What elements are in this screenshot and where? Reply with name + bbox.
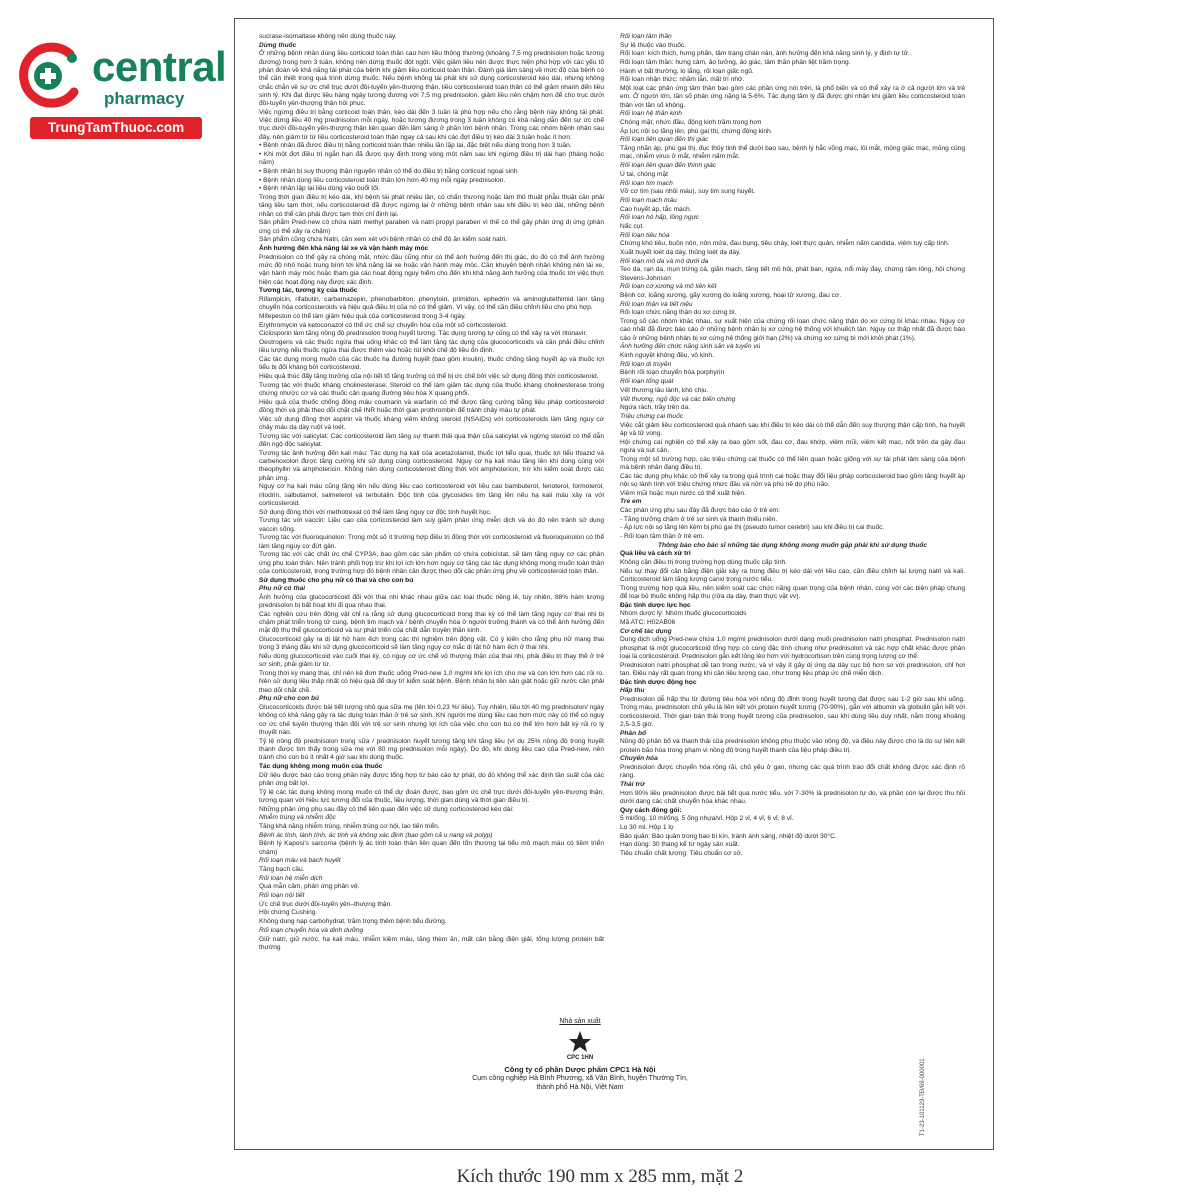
paragraph: Tỷ lệ nồng độ prednisolon trong sữa / prednisolon huyết tương tăng khi tăng liều (ví dụ 25% nồng độ trong huyết thanh được tìm thấy trong sữa mẹ với 80 mg prednisolon mỗi ngày). Do đó, khi dùng liều cao của Pred-new, nên tránh cho con bú ít nhất 4 giờ sau khi dùng thuốc. xyxy=(259,737,604,762)
paragraph: Sản phẩm Pred-new có chứa natri methyl paraben và natri propyl paraben vì thế có thể gây phản ứng dị ứng (phản ứng có thể xảy ra chậm) xyxy=(259,219,604,235)
category-label: Rối loạn nội tiết xyxy=(259,892,305,900)
paragraph: • Bệnh nhân dùng liều corticosteroid toàn thân lớn hơn 40 mg mỗi ngày prednisolon. xyxy=(259,176,506,184)
paragraph: Hơn 90% liều prednisolon được bài tiết qua nước tiểu, với 7-30% là prednisolon tự do, và phần còn lại được thu hồi dưới dạng các chất chuyển hóa khác nhau. xyxy=(620,789,965,805)
paragraph: Hiệu quả thúc đẩy tăng trưởng của nội tiết tố tăng trưởng có thể bị ức chế bởi việc sử dụng đồng thời corticosteroid. xyxy=(259,373,599,381)
leaflet-left-column xyxy=(259,33,604,1138)
paragraph: Ciclosporin làm tăng nồng độ prednisolon trong huyết tương. Tác dụng tương tự cũng có thể xảy ra với ritonavir. xyxy=(259,330,588,338)
paragraph: Những phản ứng phụ sau đây có thể liên quan đến việc sử dụng corticosteroid kéo dài: xyxy=(259,805,514,813)
paragraph: - Áp lực nội sọ tăng lên kèm bị phù gai thị (pseudo tumor cerebri) sau khi điều trị cai thuốc. xyxy=(620,524,885,532)
brand-url[interactable]: TrungTamThuoc.com xyxy=(30,117,202,139)
category-label: Rối loạn liên quan đến thị giác xyxy=(620,136,709,144)
category-label: Rối loạn hô hấp, lồng ngực xyxy=(620,214,699,222)
paragraph: - Rối loạn tâm thần ở trẻ em. xyxy=(620,532,705,540)
paragraph: Bệnh cơ, loãng xương, gãy xương do loãng xương, hoại tử xương, đau cơ. xyxy=(620,292,842,300)
paragraph: Nấc cụt. xyxy=(620,222,645,230)
paragraph: Không cần điều trị trong trường hợp dùng thuốc cấp tính. xyxy=(620,559,788,567)
category-label: Rối loạn liên quan đến thính giác xyxy=(620,162,717,170)
section-heading: Quá liều và cách xử trí xyxy=(620,550,691,558)
paragraph: Việc cắt giảm liều corticosteroid quá nhanh sau khi điều trị kéo dài có thể dẫn đến suy thượng thận cấp tính, hạ huyết áp và tử vong. xyxy=(620,421,965,437)
paragraph: Hiệu quả của thuốc chống đông máu coumarin và warfarin có thể được tăng cường bằng liệu pháp corticosteroid đồng thời và phải theo dõi chặt chẽ INR hoặc thời gian prothrombin để tránh chảy máu tự phát. xyxy=(259,398,604,415)
paragraph: Chứng khó tiêu, buồn nôn, nôn mửa, đau bụng, tiêu chảy, loét thực quản, nhiễm nấm candida, viêm tụy cấp tính. xyxy=(620,240,950,248)
paragraph: Tương tác với thuốc kháng cholinesterase: Steroid có thể làm giảm tác dụng của thuốc kháng cholinesterase trong chứng nhược cơ và các thuốc cản quang đường tiêu hóa X quang phổi. xyxy=(259,381,604,398)
paragraph: Bệnh rối loạn chuyển hóa porphyrin xyxy=(620,369,725,377)
notice-text: Thông báo cho bác sĩ những tác dụng không mong muốn gặp phải khi sử dụng thuốc xyxy=(657,541,928,549)
cpc1-emblem-icon xyxy=(563,1029,597,1055)
manufacturer-company: Công ty cổ phần Dược phẩm CPC1 Hà Nội xyxy=(504,1065,656,1074)
manufacturer-address-line-1: Cụm công nghiệp Hà Bình Phương, xã Văn Bình, huyện Thường Tín, xyxy=(472,1075,688,1082)
paragraph: Rối loạn tâm thần: hưng cảm, ảo tưởng, ảo giác, tâm thần phân liệt trầm trọng. xyxy=(620,59,851,67)
paragraph: Prednisolon natri phosphat dễ tan trong nước, và vì vậy ít gây dị ứng dạ dày cục bộ hơn so với prednisolon, chỉ hơi tan. Điều này rất quan trọng khi cần liều lượng cao, như trong liệu pháp ức chế miễn dịch. xyxy=(620,661,965,678)
paragraph: Các phản ứng phụ sau đây đã được báo cáo ở trẻ em: xyxy=(620,506,781,514)
paragraph: Ở những bệnh nhân dùng liều corticoid toàn thân cao hơn liều thông thường (khoảng 7,5 mg prednisolon hoặc tương đương) trong hơn 3 tuần, không nên dừng thuốc đột ngột. Việc giảm liều nên được thực hiện phù hợp với các yếu tố phán đoán về khả năng tái phát của bệnh khi giảm liều corticoid toàn thân. Đánh giá lâm sàng về mức độ của bệnh có thể cần thiết trong quá trình dừng thuốc. Nếu bệnh không tái phát khi sử dụng corticosteroid kéo dài, nhưng không chắc chắn về sự ức chế trục dưới đồi-tuyến yên-thượng thận, liều corticosteroid toàn thân có thể giảm nhanh đến liều sinh lý. Khi đạt được liều hàng ngày tương đương với 7,5 mg prednisolon, giảm liều nên chậm hơn để cho trục dưới đồi-tuyến yên-thượng thận hồi phục. xyxy=(259,50,604,108)
subsection-heading: Phụ nữ cho con bú xyxy=(259,695,320,703)
category-label: Bệnh ác tính, lành tính, ác tính và không xác định (bao gồm cả u nang và polyp) xyxy=(259,831,493,839)
paragraph: Cao huyết áp, tắc mạch. xyxy=(620,205,692,213)
subsection-heading: Trẻ em xyxy=(620,498,642,506)
paragraph: Prednisolon được chuyển hóa rộng rãi, chủ yếu ở gan, nhưng các quá trình trao đổi chất không được xác định rõ ràng. xyxy=(620,764,965,780)
leaflet-page xyxy=(234,18,994,1150)
paragraph: Vết thương lâu lành, khó chịu. xyxy=(620,386,709,394)
paragraph: Một loạt các phản ứng tâm thần bao gồm các phản ứng nói trên, là phổ biến và có thể xảy ra ở cả người lớn và trẻ em. Ở người lớn, tần số phản ứng nặng là 5-6%. Tác dụng tâm lý đã được ghi nhận khi giảm liều corticosteroid toàn thân với tần số không. xyxy=(620,85,965,109)
paragraph: Dung dịch uống Pred-new chứa 1,0 mg/ml prednisolon dưới dạng muối prednisolon natri phosphat. Prednisolon natri phosphat là một glucocorticoid tổng hợp có cùng đặc tính chung như prednisolon và các hợp chất khác được phân loại là corticosteroid. Prednisolon gắn kết lỏng lẻo hơn với hydrocortison trên cùng trọng lượng cơ thể. xyxy=(620,636,965,661)
category-label: Vết thương, ngộ độc và các biến chứng xyxy=(620,395,736,403)
paragraph: Bảo quản: Bảo quản trong bao bì kín, tránh ánh sáng, nhiệt độ dưới 30°C. xyxy=(620,832,837,840)
paragraph: Xuất huyết loét dạ dày, thủng loét dạ dày. xyxy=(620,249,741,257)
paragraph: Mã ATC: H02AB06 xyxy=(620,619,676,627)
brand-name: central xyxy=(92,43,227,90)
paragraph: Giữ natri, giữ nước, hạ kali máu, nhiễm kiềm máu, tăng thèm ăn, mất cân bằng điện giải, tổng lượng protein bất thường xyxy=(259,935,604,951)
paragraph: Sản phẩm cũng chứa Natri, cần xem xét với bệnh nhân có chế độ ăn kiểm soát natri. xyxy=(259,236,508,244)
paragraph: Ảnh hưởng của glucocorticoid đối với thai nhi khác nhau giữa các loại thuốc riêng lẻ, tuy nhiên, 88% hàm lượng prednisolon bị bất hoạt khi đi qua nhau thai. xyxy=(259,593,604,610)
paragraph: Nguy cơ hạ kali máu cũng tăng lên nếu dùng liều cao corticosteroid với liều cao bambuterol, fenoterol, formoterol, ritodrin, salbutamol, salmeterol và terbutalin. Độc tính của glycosides tim tăng lên nếu hạ kali máu xảy ra với corticosteroid. xyxy=(259,483,604,507)
paragraph: Nếu sự thay đổi cân bằng điện giải xảy ra trong điều trị kéo dài với liều cao, cần điều chỉnh lại lượng natri và kali. Corticosteroid làm tăng lượng canxi trong nước tiểu. xyxy=(620,567,965,584)
brand-subtitle: pharmacy xyxy=(104,89,185,108)
category-label: Rối loạn mạch máu xyxy=(620,196,677,204)
paragraph: Trong thời gian điều trị kéo dài, khi bệnh tái phát nhiều lần, có chấn thương hoặc làm thủ thuật phẫu thuật cần phải tăng liều tạm thời; nếu corticosteroid đã được ngừng lại ở những bệnh nhân sau khi điều trị kéo dài, những bệnh nhân có thể cần phải được tạm thời chỉ định lại. xyxy=(259,194,604,218)
subsection-heading: Hấp thu xyxy=(620,687,645,695)
paragraph: Việc ngừng điều trị bằng corticoid toàn thân, kéo dài đến 3 tuần là phù hợp nếu cho rằng bệnh này không tái phát. Việc dừng liều 40 mg prednisolon mỗi ngày, hoặc tương đương trong 3 tuần không có khả năng dẫn đến sự ức chế trục dưới đồi-tuyến yên-thượng thận liên quan đến lâm sàng ở phần lớn bệnh nhân. Trong các nhóm bệnh nhân sau đây, nên giảm từ từ liều corticosteroid toàn thân ngay cả sau khi các đợt điều trị kéo dài 3 tuần hoặc ít hơn: xyxy=(259,108,604,141)
paragraph: Ngứa rách, trầy trên da. xyxy=(620,404,691,412)
paragraph: Tăng nhãn áp, phù gai thị, đục thủy tinh thể dưới bao sau, bệnh lý hắc võng mạc, lồi mắt, mỏng giác mạc, mỏng củng mạc, nhiễm virus ở mắt, nhiễm nấm mắt. xyxy=(620,145,965,161)
paragraph: Tương tác ảnh hưởng đến kali máu: Tác dụng hạ kali của acetazolamid, thuốc lợi tiểu quai, thuốc lợi tiểu thiazid và carbenoxolon được tăng cường khi sử dụng cùng corticosteroid. Nguy cơ hạ kali máu tăng lên khi dùng cùng với theophyllin và amphotericin. Không nên dùng corticosteroid đồng thời với amphotericin, trừ khi kiểm soát được các phản ứng. xyxy=(259,449,604,482)
paragraph: • Khi một đợt điều trị ngắn hạn đã được quy định trong vòng một năm sau khi ngừng điều trị dài hạn (tháng hoặc năm) xyxy=(259,151,604,167)
subsection-heading: Phân bố xyxy=(620,729,647,737)
category-label: Rối loạn cơ xương và mô liên kết xyxy=(620,283,717,291)
paragraph: Tương tác với fluoroquinolon: Trong một số ít trường hợp điều trị đồng thời với corticosteroid và fluoroquinolon có thể làm tăng nguy cơ đứt gân. xyxy=(259,534,604,550)
section-heading: Ảnh hưởng đến khả năng lái xe và vận hành máy móc xyxy=(259,245,429,253)
paragraph: - Tăng trưởng chậm ở trẻ sơ sinh và thanh thiếu niên. xyxy=(620,515,778,523)
paragraph: Nồng độ phân bố và thanh thải của prednisolon không phụ thuộc vào nồng độ, và điều này được cho là do sự liên kết protein bão hòa trong phạm vi nồng độ trong huyết thanh của liệu pháp điều trị. xyxy=(620,738,965,754)
category-label: Rối loạn tim mạch xyxy=(620,179,673,187)
category-label: Rối loạn di truyền xyxy=(620,360,672,368)
paragraph: Rối loạn chức năng thận do xơ cứng bì. xyxy=(620,309,737,317)
category-label: Rối loạn tiêu hóa xyxy=(620,231,670,239)
section-heading: Đặc tính dược lực học xyxy=(620,601,691,609)
paragraph: Sự lệ thuộc vào thuốc. xyxy=(620,41,686,49)
central-pharmacy-logo-icon xyxy=(12,40,84,112)
paragraph: Rối loạn: kích thích, hưng phấn, tâm trạng chán nản, ảnh hưởng đến khả năng sinh lý, ý định tự tử. xyxy=(620,50,910,58)
paragraph: Trong một số trường hợp, các triệu chứng cai thuốc có thể liên quan hoặc giống với sự tái phát lâm sàng của bệnh mà bệnh nhân đang điều trị. xyxy=(620,455,965,471)
subsection-heading: Cơ chế tác dụng xyxy=(620,627,672,635)
category-label: Nhiễm trùng và nhiễm độc xyxy=(259,814,336,822)
paragraph: Viêm mũi hoặc mụn nước có thể xuất hiện. xyxy=(620,489,746,497)
paragraph: Ù tai, chóng mặt xyxy=(620,170,669,178)
paragraph: Các tác dụng phụ khác có thể xảy ra trong quá trình cai hoặc thay đổi liệu pháp corticosteroid bao gồm tăng huyết áp nội sọ lành tính với triệu chứng nhức đầu và nôn và phù nề do phù não. xyxy=(620,472,965,488)
paragraph: • Bệnh nhân lặp lại liều dùng vào buổi tối. xyxy=(259,185,381,193)
paragraph: Trong thời kỳ mang thai, chỉ nên kê đơn thuốc uống Pred-new 1,0 mg/ml khi lợi ích cho mẹ và con lớn hơn các rủi ro. Nên sử dụng liều thấp nhất có hiệu quả để duy trì kiểm soát bệnh. Bệnh nhân bị tiền sản giật hoặc giữ nước cần phải theo dõi chặt chẽ. xyxy=(259,670,604,694)
category-label: Triệu chứng cai thuốc xyxy=(620,412,684,420)
paragraph: Nhóm dược lý: Nhóm thuốc glucocorticoids xyxy=(620,610,747,618)
subsection-heading: Dừng thuốc xyxy=(259,41,297,49)
category-label: Rối loạn hệ thần kinh xyxy=(620,110,682,118)
paragraph: Việc sử dụng đồng thời aspirin và thuốc kháng viêm không steroid (NSAIDs) với corticosteroids làm tăng nguy cơ chảy máu dạ dày ruột và loét. xyxy=(259,415,604,432)
paragraph: • Bệnh nhân bị suy thượng thận nguyên nhân có thể do điều trị bằng corticoid ngoại sinh xyxy=(259,168,518,176)
paragraph: Hạn dùng: 30 tháng kể từ ngày sản xuất. xyxy=(620,841,740,849)
category-label: Rối loạn tổng quát xyxy=(620,378,674,386)
leaflet-right-column xyxy=(620,33,965,1138)
paragraph: Chóng mặt, nhức đầu, động kinh trầm trọng hơn xyxy=(620,119,762,127)
paragraph: sucrase-isomaltase không nên dùng thuốc này. xyxy=(259,33,397,40)
paragraph: Mifepeston có thể làm giảm hiệu quả của corticosteroid trong 3-4 ngày. xyxy=(259,313,466,321)
category-label: Rối loạn máu và bạch huyết xyxy=(259,857,341,865)
paragraph: Prednisolon dễ hấp thu từ đường tiêu hóa với nồng độ đỉnh trong huyết tương đạt được sau 1-2 giờ sau khi uống. Trong máu, prednisolon chủ yếu là liên kết với protein huyết tương (70-90%), gắn với albumin và globulin gắn kết với corticosteroid. Thời gian bán thải trong huyết tương của prednisolon, sau khi dùng liều duy nhất, nằm trong khoảng 2,5-3,5 giờ. xyxy=(620,696,965,728)
paragraph: Tương tác với các chất ức chế CYP3A, bao gồm các sản phẩm có chứa cobicistat, sẽ làm tăng nguy cơ các phản ứng phụ toàn thân. Nên tránh phối hợp trừ khi lợi ích lớn hơn nguy cơ tăng các tác dụng không mong muốn toàn thân của corticosteroid, trong trường hợp đó bệnh nhân cần được theo dõi các phản ứng phụ về corticosteroid toàn thân. xyxy=(259,551,604,575)
paragraph: Erythromycin và ketoconazol có thể ức chế sự chuyển hóa của một số corticosteroid. xyxy=(259,321,508,329)
paragraph: Oestrogens và các thuốc ngừa thai uống khác có thể làm tăng tác dụng của glucocorticoids và cần phải điều chỉnh liều lượng nếu thuốc ngừa thai được thêm vào hoặc rút khỏi chế độ liều ổn định. xyxy=(259,339,604,355)
category-label: Rối loạn tâm thần xyxy=(620,33,672,40)
paragraph: Hành vi bất thường, lo lắng, rối loạn giấc ngủ. xyxy=(620,67,754,75)
paragraph: Rifampicin, rifabutin, carbamazepin, phenobarbiton, phenytoin, primidon, ephedrin và aminoglutethimid làm tăng chuyển hóa corticosteroids và hiệu quả điều trị của nó có thể giảm. Vì vậy, có thể cần điều chỉnh liều cho phù hợp. xyxy=(259,296,604,312)
section-heading: Sử dụng thuốc cho phụ nữ có thai và cho con bú xyxy=(259,576,414,584)
paragraph: Tiêu chuẩn chất lượng: Tiêu chuẩn cơ sở. xyxy=(620,850,743,858)
manufacturer-block xyxy=(430,1018,730,1138)
manufacturer-brand: CPC 1HN xyxy=(566,1055,594,1061)
paragraph: Glucocorticoid gây ra dị tật hở hàm ếch trong các thí nghiệm trên động vật. Có ý kiến cho rằng phụ nữ mang thai trong 3 tháng đầu khi sử dụng glucocorticoid sẽ làm tăng nguy cơ mắc dị tật hở hàm ếch ở thai nhi. xyxy=(259,636,604,652)
paragraph: Lọ 30 ml. Hộp 1 lọ xyxy=(620,824,674,832)
paragraph: Ức chế trục dưới đồi-tuyến yên–thượng thận. xyxy=(259,900,393,908)
section-heading: Đặc tính dược động học xyxy=(620,678,697,686)
paragraph: • Bệnh nhân đã được điều trị bằng corticoid toàn thân nhiều lần lặp lại, đặc biệt nếu dùng trong hơn 3 tuần. xyxy=(259,142,572,150)
paragraph: Sử dụng đồng thời với methotrexat có thể làm tăng nguy cơ độc tính huyết học. xyxy=(259,508,492,516)
subsection-heading: Chuyển hóa xyxy=(620,755,658,763)
category-label: Rối loạn chuyển hóa và dinh dưỡng xyxy=(259,926,364,934)
subsection-heading: Phụ nữ có thai xyxy=(259,585,306,593)
paragraph: Vỡ cơ tim (sau nhồi máu), suy tim sung huyết. xyxy=(620,188,756,196)
section-heading: Tác dụng không mong muốn của thuốc xyxy=(259,762,383,770)
paragraph: 5 ml/ống, 10 ml/ống, 5 ống nhựa/vỉ. Hộp 2 vỉ, 4 vỉ, 6 vỉ, 8 vỉ. xyxy=(620,815,794,823)
paragraph: Dữ liệu được báo cáo trong phần này được tổng hợp từ báo cáo tự phát, do đó không thể xác định tần suất của các phản ứng bất lợi. xyxy=(259,771,604,787)
category-label: Ảnh hưởng đến chức năng sinh sản và tuyến vú xyxy=(620,343,761,351)
section-heading: Tương tác, tương kỵ của thuốc xyxy=(259,287,358,295)
paragraph: Tăng khả năng nhiễm trùng, nhiễm trùng cơ hội, lao tiến triển. xyxy=(259,822,440,830)
category-label: Rối loạn mô da và mô dưới da xyxy=(620,257,709,265)
size-caption: Kích thước 190 mm x 285 mm, mặt 2 xyxy=(456,1166,744,1187)
paragraph: Hội chứng Cushing. xyxy=(259,909,318,917)
paragraph: Trong trường hợp quá liều, nên kiểm soát các chức năng quan trọng của bệnh nhân, cùng với các biện pháp chung để loại bỏ thuốc không hấp thu (rửa dạ dày, than thực vật vv). xyxy=(620,584,965,600)
category-label: Rối loạn hệ miễn dịch xyxy=(259,874,323,882)
paragraph: Áp lực nội sọ tăng lên, phù gai thị, chứng động kinh. xyxy=(620,127,773,135)
paragraph: Tỷ lệ các tác dụng không mong muốn có thể dự đoán được, bao gồm ức chế trục dưới đồi-tuyến yên-thượng thận, tương quan với hiệu lực tương đối của thuốc, liều lượng, thời gian dùng và thời gian điều trị. xyxy=(259,788,604,804)
paragraph: Hội chứng cai nghiện có thể xảy ra bao gồm sốt, đau cơ, đau khớp, viêm mũi, viêm kết mạc, nốt trên da gây đau ngứa và sụt cân. xyxy=(620,438,965,454)
paragraph: Bệnh lý Kaposi's sarcoma (bệnh lý ác tính toàn thân liên quan đến tổn thương tại tiểu mô mạch máu có tiềm triển chậm) xyxy=(259,840,604,856)
section-heading: Quy cách đóng gói: xyxy=(620,806,682,814)
paragraph: Các nghiên cứu trên động vật chỉ ra rằng sử dụng glucocorticoid trong thai kỳ có thể làm tăng nguy cơ thai nhi bị chậm phát triển trong tử cung, bệnh tim mạch và / bệnh chuyển hóa ở người trưởng thành và có thể ảnh hưởng đến mặt độ thụ thể glucocorticoid và sự phát triển của chất dẫn truyền thần kinh. xyxy=(259,610,604,635)
paragraph: Trong số các nhóm khác nhau, sự xuất hiện của chứng rối loạn chức năng thận do xơ cứng bì khác nhau. Nguy cơ cao nhất đã được báo cáo ở những bệnh nhân bị xơ cứng hệ thống với khuếch tán. Nguy cơ thấp nhất đã được báo cáo ở những bệnh nhân bị xơ cứng hệ thống giới hạn (2%) và chứng xơ cứng bì mới khởi phát (1%). xyxy=(620,318,965,342)
paragraph: Tương tác với vaccin: Liều cao của corticosteroid làm suy giảm phản ứng miễn dịch và do đó nên tránh sử dụng vaccin sống. xyxy=(259,517,604,533)
paragraph: Glucocorticoids được bài tiết lượng nhỏ qua sữa mẹ (lên tới 0,23 %/ liều). Tuy nhiên, liều tới 40 mg prednisolon/ ngày không có khả năng gây ra tác dụng toàn thân ở trẻ sơ sinh. Khi người mẹ dùng liều cao hơn mức này có thể có nguy cơ ức chế tuyến thượng thận đối với trẻ sơ sinh nhưng lợi ích của việc cho con bú có thể lớn hơn bất kỳ rủi ro lý thuyết nào. xyxy=(259,704,604,736)
paragraph: Kinh nguyệt không đều, vô kinh. xyxy=(620,352,714,360)
side-print-code: T1-23-101123-TĐ/69-000001 xyxy=(920,1058,926,1136)
paragraph: Rối loạn nhận thức: nhầm lẫn, mất trí nhớ. xyxy=(620,76,745,84)
paragraph: Prednisolon có thể gây ra chóng mặt, nhức đầu cũng như có thể ảnh hưởng đến thị giác, do đó có thể ảnh hưởng mức độ nhỏ hoặc trung bình tới khả năng lái xe hoặc vận hành máy móc. Cần khuyên bệnh nhân không nên lái xe, vận hành máy móc hoặc tham gia các hoạt động nguy hiểm cho đến khi khả năng ảnh hưởng của thuốc tới việc thực hiện các hoạt động này được xác định. xyxy=(259,253,604,286)
paragraph: Nếu dùng glucocorticoid vào cuối thai kỳ, có nguy cơ ức chế vỏ thượng thận của thai nhi, phải điều trị thay thế ở trẻ sơ sinh, phải giảm từ từ. xyxy=(259,653,604,669)
paragraph: Tăng bạch cầu. xyxy=(259,866,305,874)
subsection-heading: Thải trừ xyxy=(620,781,645,788)
paragraph: Teo da, rạn da, mụn trứng cá, giãn mạch, tăng tiết mồ hôi, phát ban, ngứa, nổi mày đay, chứng rậm lông, hội chứng Stevens-Johnson xyxy=(620,266,965,282)
category-label: Rối loạn thận và tiết niệu xyxy=(620,300,693,308)
manufacturer-label: Nhà sản xuất xyxy=(559,1018,601,1025)
manufacturer-address-line-2: thành phố Hà Nội, Việt Nam xyxy=(536,1084,624,1091)
paragraph: Không dung nạp carbohydrat, trầm trọng thêm bệnh tiểu đường. xyxy=(259,918,447,926)
paragraph: Các tác dụng mong muốn của các thuốc hạ đường huyết (bao gồm insulin), thuốc chống tăng huyết áp và thuốc lợi tiểu bị đối kháng bởi corticosteroid. xyxy=(259,356,604,372)
paragraph: Tương tác với salicylat: Các corticosteroid làm tăng sự thanh thải qua thận của salicylat và ngừng steroid có thể dẫn đến ngộ độc salicylat. xyxy=(259,432,604,449)
paragraph: Quá mẫn cảm, phản ứng phản vệ. xyxy=(259,883,360,891)
